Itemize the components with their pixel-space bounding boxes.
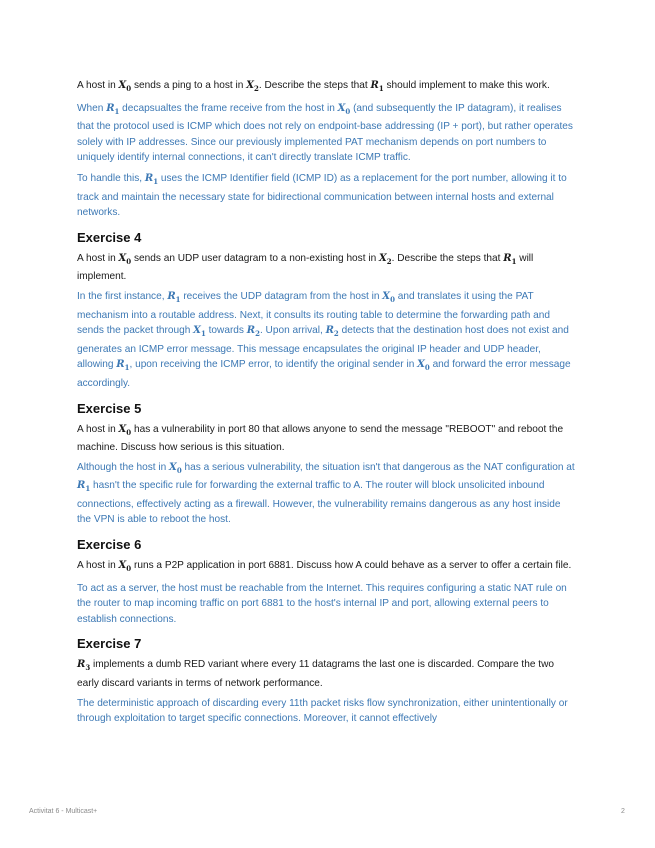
text-run: Although the host in [77, 461, 170, 473]
question-paragraph [77, 657, 577, 691]
text-run: should implement to make this work. [383, 80, 550, 91]
text-run: A host in [77, 252, 119, 264]
document-body [77, 78, 577, 732]
text-run: decapsualtes the frame receive from the host in [119, 102, 338, 114]
answer-paragraph [77, 581, 577, 628]
exercise-heading: Exercise 7 [77, 636, 142, 652]
text-run: sends a ping to a host in [131, 80, 247, 91]
text-run: . Upon arrival, [259, 325, 326, 337]
math-variable: $X_0$ [118, 252, 132, 266]
text-run: To handle this, [77, 172, 145, 184]
text-run: will implement. [77, 252, 534, 283]
text-run: and forward the error message accordingly. [77, 359, 571, 389]
page-number: 2 [621, 808, 625, 815]
text-run: (and subsequently the IP datagram), it realises that the protocol used is ICMP which does not rely on endpoint-base addressing (IP + port), but rather operates solely with IP addresses. Since our previously implemented PAT mechanism depends on port numbers to uniquely identify internal connections, it can't directly translate ICMP traffic. [77, 102, 573, 164]
text-run: has a serious vulnerability, the situation isn't that dangerous as the NAT configuration at [181, 461, 575, 473]
exercise-heading: Exercise 4 [77, 229, 142, 245]
math-variable: $X_1$ [193, 325, 206, 339]
math-variable: $X_2$ [246, 80, 259, 93]
math-variable: $R_1$ [77, 480, 91, 494]
math-variable: $R_1$ [106, 102, 120, 116]
text-run: uses the ICMP Identifier field (ICMP ID) as a replacement for the port number, allowing it to track and maintain the necessary state for bidirectional communication between internal hosts and external networks. [77, 172, 567, 219]
exercise-heading: Exercise 5 [77, 400, 142, 416]
text-run: towards [205, 325, 247, 337]
text-run: , upon receiving the ICMP error, to identify the original sender in [129, 359, 418, 371]
text-run: . Describe the steps that [391, 252, 504, 264]
math-variable: $R_1$ [370, 80, 384, 93]
math-variable: $X_0$ [118, 423, 132, 437]
text-run: and translates it using the PAT mechanism into a routable address. Next, it consults its routing table to determine the forwarding path and sends the packet through [77, 290, 550, 337]
text-run: implements a dumb RED variant where every 11 datagrams the last one is discarded. Compare the two early discard variants in terms of network performance. [77, 659, 554, 690]
answer-paragraph [77, 460, 577, 528]
math-variable: $R_2$ [246, 325, 260, 339]
math-variable: $X_2$ [378, 252, 392, 266]
math-variable: $X_0$ [118, 80, 132, 93]
text-run: A host in [77, 560, 119, 572]
math-variable: $R_1$ [116, 359, 130, 373]
math-variable: $R_2$ [325, 325, 339, 339]
math-variable: $R_1$ [503, 252, 517, 266]
math-variable: $R_3$ [77, 659, 91, 673]
math-variable: $X_0$ [337, 102, 351, 116]
text-run: . Describe the steps that [258, 80, 371, 91]
math-variable: $X_0$ [382, 290, 395, 304]
answer-paragraph [77, 696, 577, 727]
question-paragraph [77, 251, 577, 285]
math-variable: $R_1$ [167, 290, 181, 304]
text-run: detects that the destination host does not exist and generates an ICMP error message. This message encapsulates the original IP header and UDP header, allowing [77, 325, 569, 371]
text-run: sends an UDP user datagram to a non-existing host in [131, 252, 379, 264]
answer-paragraph [77, 289, 577, 392]
text-run: When [77, 102, 107, 114]
math-variable: $X_0$ [169, 461, 182, 475]
answer-paragraph [77, 101, 577, 166]
text-run: A host in [77, 80, 119, 91]
text-run: hasn't the specific rule for forwarding the external traffic to A. The router will block unsolicited inbound connections, effectively acting as a firewall. However, the vulnerability remains dangerous as any host inside the VPN is able to reboot the host. [77, 480, 561, 526]
text-run: To act as a server, the host must be reachable from the Internet. This requires configuring a static NAT rule on the router to map incoming traffic on port 6881 to the host's internal IP and port, allowing external peers to establish connections. [77, 582, 567, 625]
question-paragraph [77, 558, 577, 577]
math-variable: $X_0$ [118, 560, 132, 574]
math-variable: $X_0$ [417, 359, 430, 373]
text-run: receives the UDP datagram from the host in [180, 290, 383, 302]
math-variable: $R_1$ [144, 172, 159, 186]
text-run: In the first instance, [77, 290, 168, 302]
answer-paragraph [77, 171, 577, 221]
exercise-heading: Exercise 6 [77, 537, 142, 553]
text-run: has a vulnerability in port 80 that allows anyone to send the message "REBOOT" and reboot the machine. Discuss how serious is this situation. [77, 423, 564, 454]
question-paragraph [77, 422, 577, 456]
text-run: runs a P2P application in port 6881. Discuss how A could behave as a server to offer a certain file. [131, 560, 572, 572]
text-run: A host in [77, 423, 119, 435]
footer-text: Activitat 6 - Multicast+ [29, 808, 98, 815]
text-run: The deterministic approach of discarding every 11th packet risks flow synchronization, either unintentionally or through exploitation to target specific connections. Moreover, it cannot effectively [77, 697, 568, 725]
question-paragraph [77, 78, 577, 97]
